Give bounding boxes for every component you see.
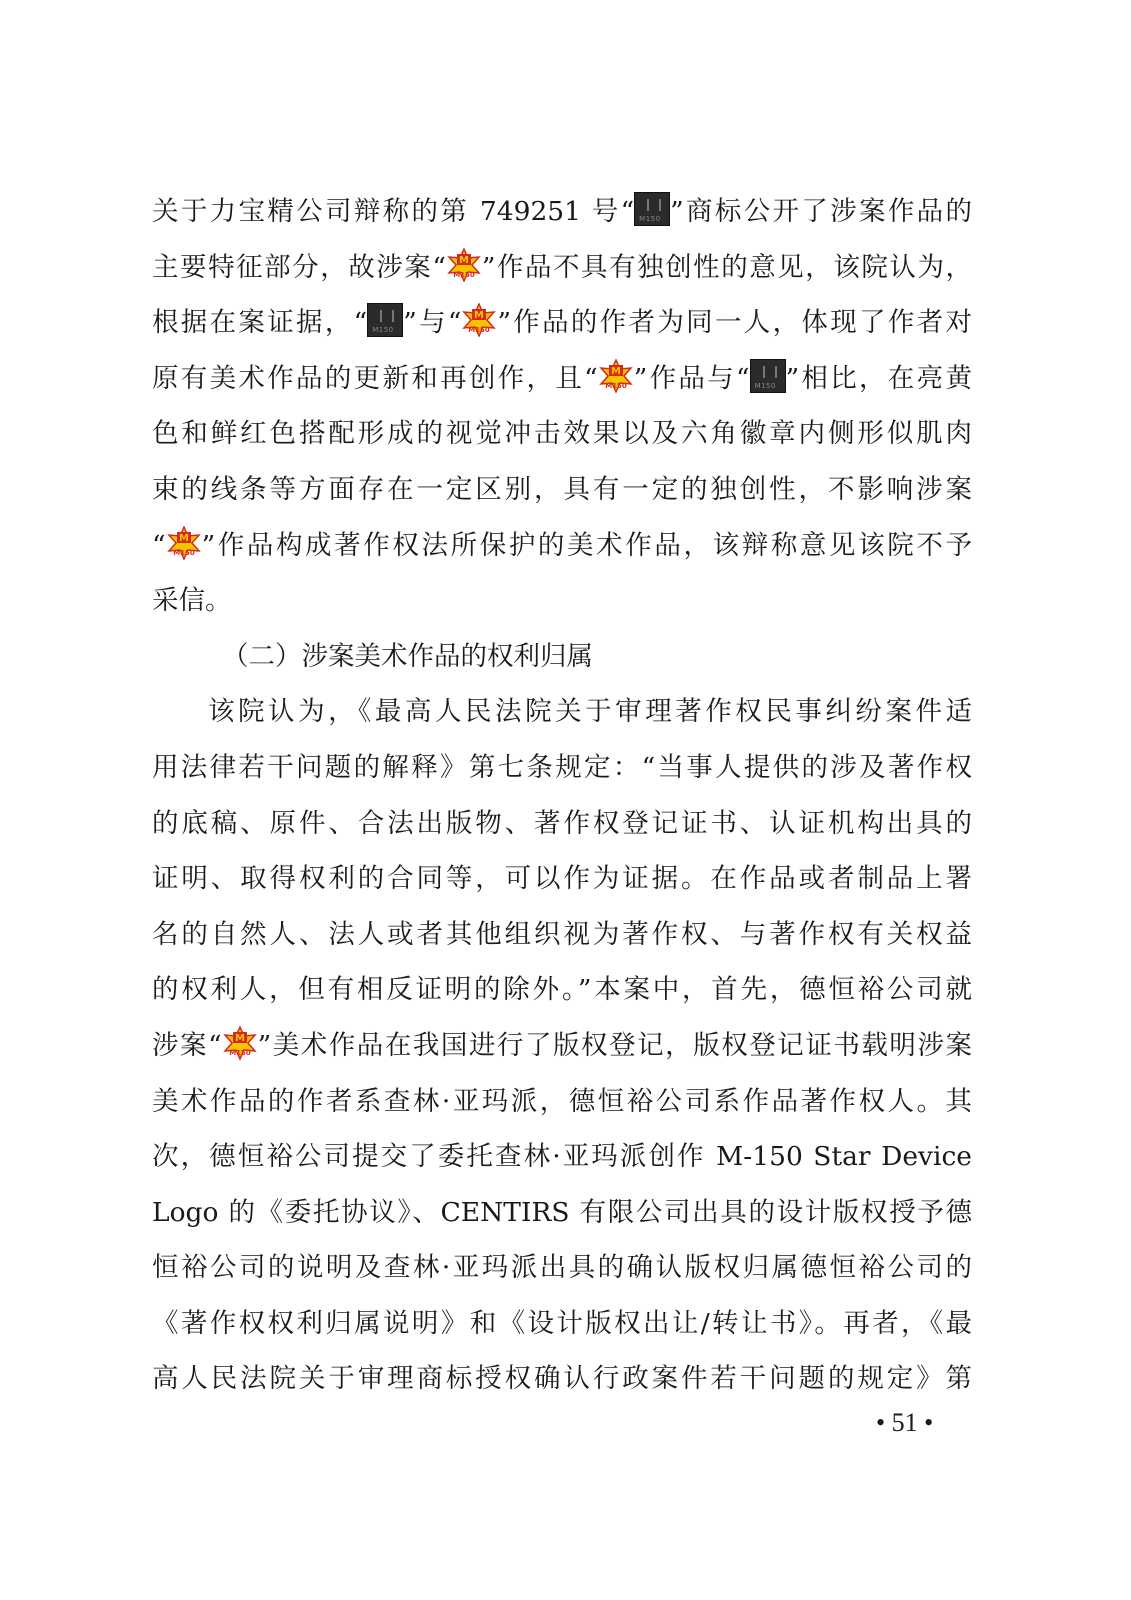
page-number: • 51 • xyxy=(876,1408,934,1437)
m150-dark-trademark-icon xyxy=(750,359,786,393)
text-line: 恒裕公司的说明及查林·亚玛派出具的确认版权归属德恒裕公司的 xyxy=(152,1252,972,1284)
text-segment: 关于力宝精公司辩称的第 749251 号“ xyxy=(152,196,635,227)
text-segment: 原有美术作品的更新和再创作，且“ xyxy=(152,362,598,394)
text-line: 证明、取得权利的合同等，可以作为证据。在作品或者制品上署 xyxy=(152,863,972,895)
text-line: 名的自然人、法人或者其他组织视为著作权、与著作权有关权益 xyxy=(152,918,972,950)
text-segment: “ xyxy=(152,529,166,561)
text-line: 高人民法院关于审理商标授权确认行政案件若干问题的规定》第 xyxy=(152,1363,972,1395)
text-line: 次，德恒裕公司提交了委托查林·亚玛派创作 M-150 Star Device xyxy=(152,1141,972,1173)
text-segment: 涉案“ xyxy=(152,1029,222,1061)
svg-text:M150: M150 xyxy=(228,1048,251,1057)
m150-star-logo-icon xyxy=(461,303,497,337)
m150-star-logo-icon xyxy=(598,359,634,393)
text-line xyxy=(152,184,972,240)
svg-text:M150: M150 xyxy=(172,548,195,557)
m150-star-logo-icon xyxy=(166,526,202,560)
svg-text:M: M xyxy=(458,254,469,266)
document-body xyxy=(152,184,972,1407)
svg-text:M: M xyxy=(234,1032,245,1044)
section-heading: （二）涉案美术作品的权利归属 xyxy=(222,640,593,672)
m150-dark-trademark-icon xyxy=(367,303,403,337)
text-line: 《著作权权利归属说明》和《设计版权出让/转让书》。再者，《最 xyxy=(152,1307,972,1339)
text-line: 的权利人，但有相反证明的除外。”本案中，首先，德恒裕公司就 xyxy=(152,974,972,1006)
text-segment: ”相比，在亮黄 xyxy=(785,362,972,394)
m150-dark-trademark-icon xyxy=(634,192,670,226)
text-line: 色和鲜红色搭配形成的视觉冲击效果以及六角徽章内侧形似肌肉 xyxy=(152,418,972,450)
paragraph-first-line: 该院认为，《最高人民法院关于审理著作权民事纠纷案件适 xyxy=(208,696,972,728)
svg-text:M150: M150 xyxy=(453,270,475,279)
m150-star-logo-icon xyxy=(222,1026,258,1060)
text-line: 美术作品的作者系查林·亚玛派，德恒裕公司系作品著作权人。其 xyxy=(152,1085,972,1117)
svg-text:M150: M150 xyxy=(604,381,627,390)
text-segment: ”作品与“ xyxy=(633,362,750,394)
text-line xyxy=(152,351,972,407)
svg-text:M: M xyxy=(178,532,189,544)
m150-star-logo-icon xyxy=(446,248,482,282)
text-segment: ”商标公开了涉案作品的 xyxy=(670,196,972,227)
text-segment: ”作品的作者为同一人，体现了作者对 xyxy=(497,307,972,339)
text-line: Logo 的《委托协议》、CENTIRS 有限公司出具的设计版权授予德 xyxy=(152,1196,972,1228)
svg-text:M: M xyxy=(610,365,621,377)
text-line: 的底稿、原件、合法出版物、著作权登记证书、认证机构出具的 xyxy=(152,807,972,839)
text-segment: ”作品构成著作权法所保护的美术作品，该辩称意见该院不予 xyxy=(201,529,972,561)
text-line xyxy=(152,518,972,574)
text-line: 采信。 xyxy=(152,585,232,617)
text-line xyxy=(152,1018,972,1074)
text-line xyxy=(152,240,972,296)
text-line xyxy=(152,295,972,351)
text-segment: ”与“ xyxy=(403,307,462,339)
text-segment: 主要特征部分，故涉案“ xyxy=(152,251,446,283)
text-segment: ”美术作品在我国进行了版权登记，版权登记证书载明涉案 xyxy=(257,1029,972,1061)
svg-text:M: M xyxy=(474,310,485,322)
svg-text:M150: M150 xyxy=(468,326,491,335)
text-segment: 根据在案证据，“ xyxy=(152,307,368,339)
text-line: 束的线条等方面存在一定区别，具有一定的独创性，不影响涉案 xyxy=(152,473,972,505)
text-line: 用法律若干问题的解释》第七条规定：“当事人提供的涉及著作权 xyxy=(152,751,972,783)
text-segment: ”作品不具有独创性的意见，该院认为， xyxy=(481,251,972,283)
